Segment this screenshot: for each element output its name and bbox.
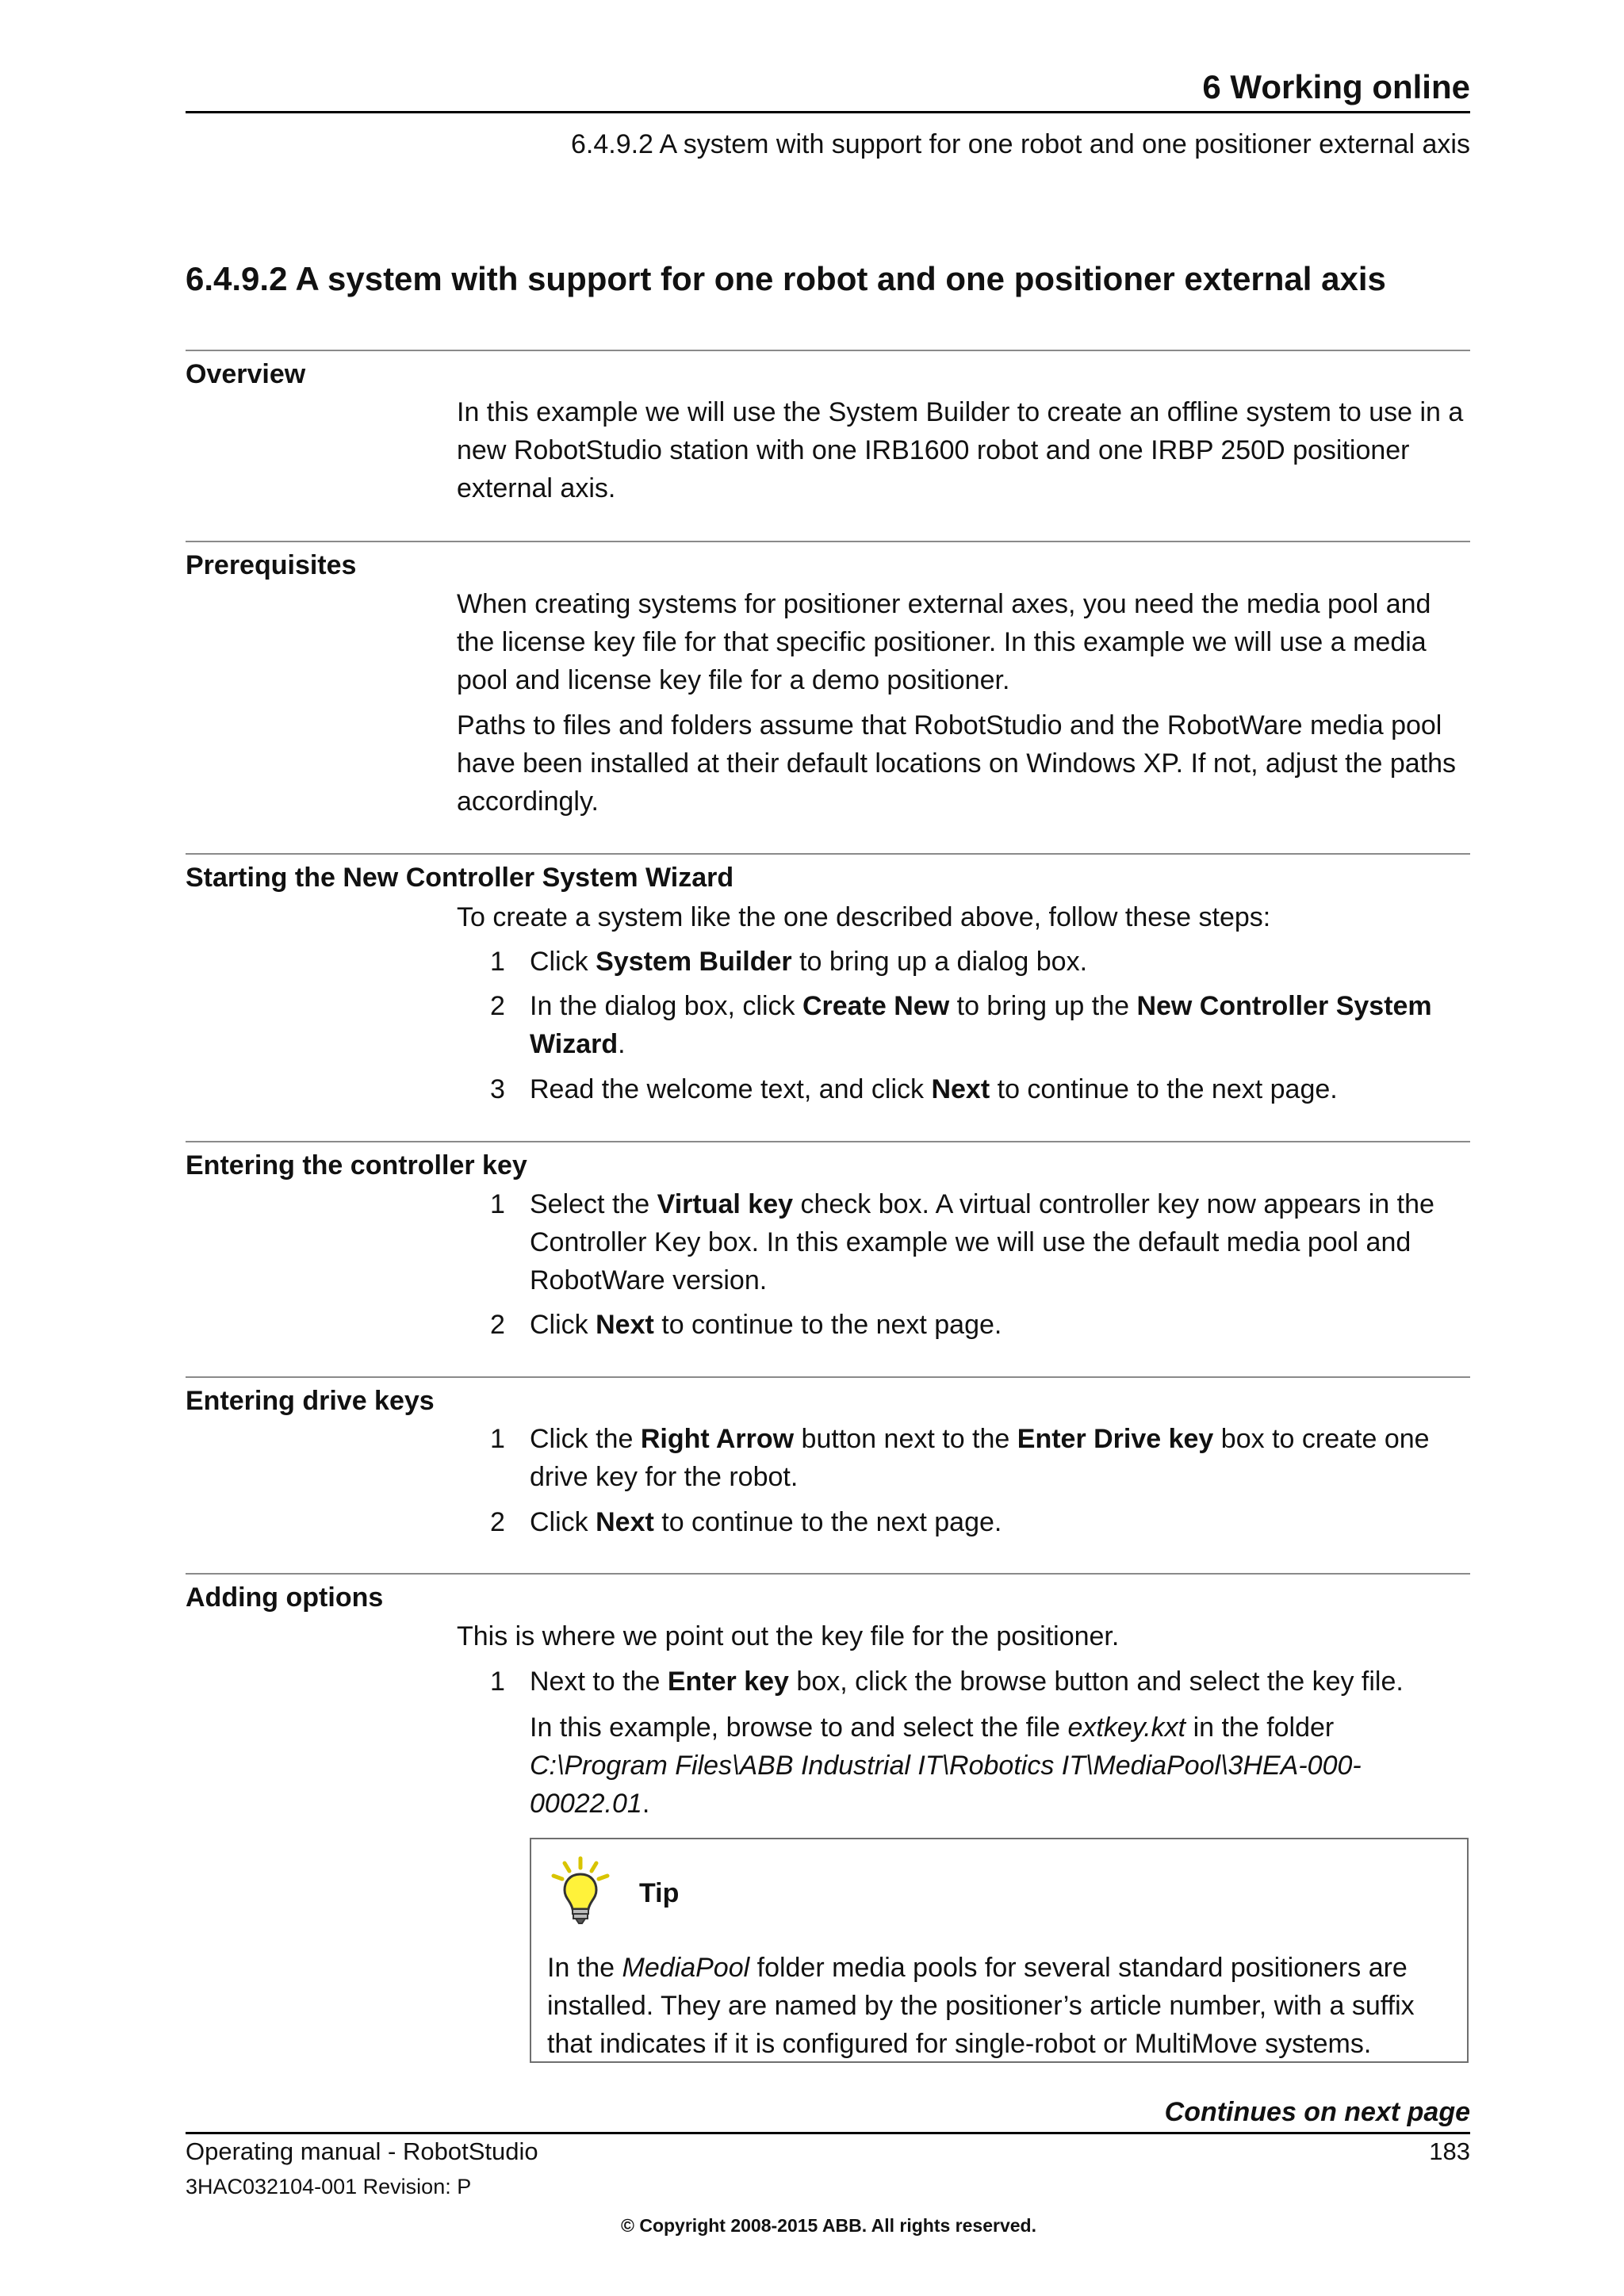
step-number: 2: [490, 1507, 505, 1537]
step-text: Next to the Enter key box, click the browse button and select the key file.: [530, 1667, 1404, 1697]
step-text: Click the Right Arrow button next to the Enter Drive key box to create one drive key for the robot.: [530, 1424, 1430, 1492]
step-text: Select the Virtual key check box. A virtual controller key now appears in the Controller Key box. In this example we will use the default media pool and RobotWare version.: [530, 1189, 1434, 1295]
lightbulb-icon: [549, 1855, 612, 1927]
step-number: 2: [490, 1310, 505, 1340]
tip-label: Tip: [639, 1878, 680, 1908]
divider-prerequisites: [186, 541, 1470, 542]
overview-text: In this example we will use the System Builder to create an offline system to use in a new RobotStudio station with one IRB1600 robot and one IRBP 250D positioner external axis.: [457, 397, 1464, 503]
step-number: 3: [490, 1074, 505, 1104]
manual-title: Operating manual - RobotStudio: [186, 2137, 538, 2165]
starting-intro: To create a system like the one described above, follow these steps:: [457, 902, 1271, 932]
controller-key-heading: Entering the controller key: [186, 1150, 527, 1181]
document-id: 3HAC032104-001 Revision: P: [186, 2175, 472, 2198]
header-rule: [186, 111, 1470, 113]
chapter-header: 6 Working online: [1202, 68, 1470, 105]
divider-starting: [186, 853, 1470, 855]
continues-note: Continues on next page: [1164, 2097, 1470, 2127]
divider-overview: [186, 350, 1470, 351]
copyright: © Copyright 2008-2015 ABB. All rights reserved.: [621, 2215, 1036, 2236]
page-title: 6.4.9.2 A system with support for one robot and one positioner external axis: [186, 260, 1386, 297]
divider-controller-key: [186, 1141, 1470, 1142]
prerequisites-heading: Prerequisites: [186, 550, 357, 580]
divider-options: [186, 1573, 1470, 1575]
drive-keys-heading: Entering drive keys: [186, 1386, 435, 1416]
step-text: In the dialog box, click Create New to bring up the New Controller System Wizard.: [530, 991, 1432, 1059]
step-number: 1: [490, 947, 505, 977]
browse-instructions: In this example, browse to and select the file extkey.kxt in the folder C:\Program Files\ABB Industrial IT\Robotics IT\MediaPool\3HEA-000-00022.01.: [530, 1712, 1362, 1819]
starting-heading: Starting the New Controller System Wizard: [186, 863, 734, 893]
step-text: Click System Builder to bring up a dialog box.: [530, 947, 1088, 977]
step-number: 1: [490, 1424, 505, 1454]
step-text: Click Next to continue to the next page.: [530, 1507, 1002, 1537]
options-intro: This is where we point out the key file for the positioner.: [457, 1621, 1120, 1651]
section-header: 6.4.9.2 A system with support for one robot and one positioner external axis: [570, 129, 1470, 159]
divider-drive-keys: [186, 1376, 1470, 1378]
overview-heading: Overview: [186, 359, 306, 389]
step-text: Click Next to continue to the next page.: [530, 1310, 1002, 1340]
step-text: Read the welcome text, and click Next to continue to the next page.: [530, 1074, 1338, 1104]
prerequisites-para-2: Paths to files and folders assume that RobotStudio and the RobotWare media pool have been installed at their default locations on Windows XP. If not, adjust the paths accordingly.: [457, 710, 1457, 817]
step-number: 1: [490, 1667, 505, 1697]
options-heading: Adding options: [186, 1582, 384, 1613]
prerequisites-para-1: When creating systems for positioner external axes, you need the media pool and the license key file for that specific positioner. In this example we will use a media pool and license key file for a demo positioner.: [457, 589, 1431, 695]
step-number: 1: [490, 1189, 505, 1219]
tip-box: [530, 1838, 1469, 2063]
page-number: 183: [1429, 2137, 1470, 2165]
step-number: 2: [490, 991, 505, 1021]
tip-text: In the MediaPool folder media pools for several standard positioners are installed. They are named by the positioner’s article number, with a suffix that indicates if it is configured for single-robot or MultiMove systems.: [547, 1953, 1415, 2059]
